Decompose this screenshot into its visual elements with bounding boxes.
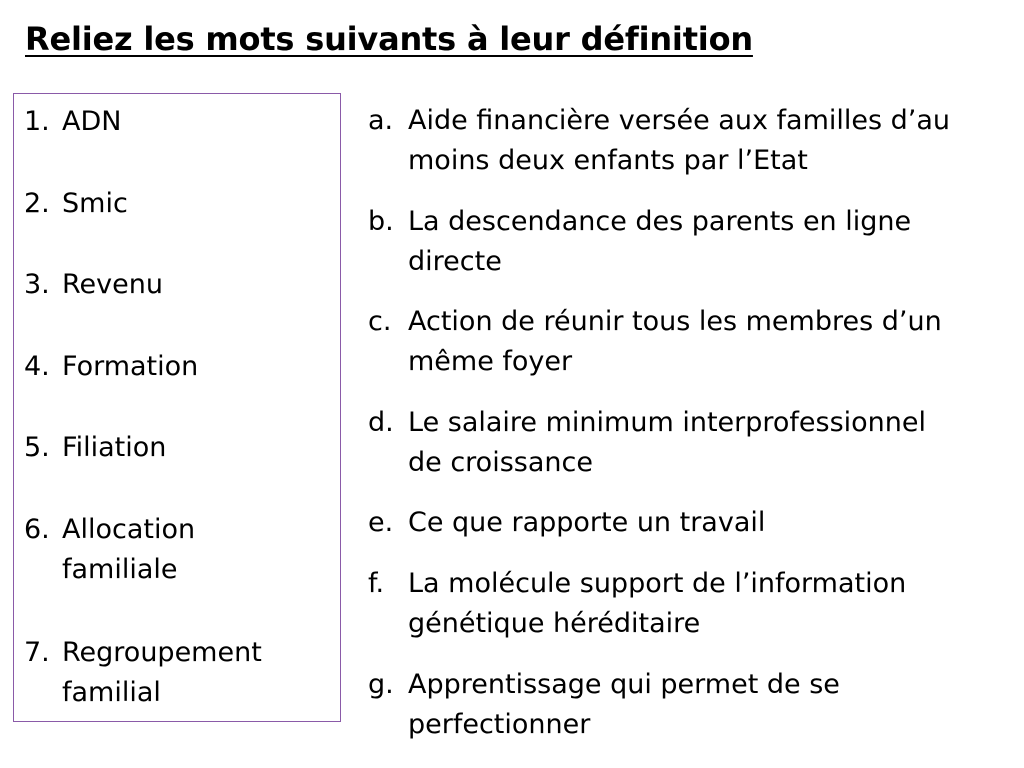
word-text: Smic xyxy=(62,188,128,219)
word-text: ADN xyxy=(62,106,122,137)
definition-item-e xyxy=(368,503,1008,543)
word-text: Regroupement familial xyxy=(62,637,262,708)
definition-item-a xyxy=(368,101,988,181)
definition-letter: f. xyxy=(368,568,385,599)
word-number: 4. xyxy=(24,351,50,382)
word-number: 3. xyxy=(24,269,50,300)
definition-item-d xyxy=(368,403,948,483)
definition-item-g xyxy=(368,665,948,745)
definition-letter: c. xyxy=(368,306,392,337)
word-number: 7. xyxy=(24,637,50,668)
page-title: Reliez les mots suivants à leur définition xyxy=(25,20,753,58)
word-item-7 xyxy=(24,633,302,713)
word-text: Formation xyxy=(62,351,199,382)
word-item-4 xyxy=(24,347,312,387)
words-box xyxy=(13,93,341,722)
word-item-6 xyxy=(24,510,262,590)
word-number: 5. xyxy=(24,432,50,463)
definition-item-b xyxy=(368,202,998,282)
word-item-1 xyxy=(24,102,312,142)
definition-text: Le salaire minimum interprofessionnel de croissance xyxy=(408,407,927,478)
word-item-2 xyxy=(24,184,312,224)
definition-letter: b. xyxy=(368,206,394,237)
word-number: 2. xyxy=(24,188,50,219)
word-text: Filiation xyxy=(62,432,167,463)
word-number: 1. xyxy=(24,106,50,137)
definition-item-f xyxy=(368,564,998,644)
definition-text: La descendance des parents en ligne directe xyxy=(408,206,912,277)
word-number: 6. xyxy=(24,514,50,545)
definition-text: Aide financière versée aux familles d’au moins deux enfants par l’Etat xyxy=(408,105,951,176)
definition-text: Ce que rapporte un travail xyxy=(408,507,766,538)
definition-text: Action de réunir tous les membres d’un même foyer xyxy=(408,306,942,377)
definition-letter: a. xyxy=(368,105,394,136)
definition-text: La molécule support de l’information génétique héréditaire xyxy=(408,568,907,639)
definition-letter: d. xyxy=(368,407,394,438)
definition-text: Apprentissage qui permet de se perfectionner xyxy=(408,669,840,740)
definition-letter: g. xyxy=(368,669,394,700)
definition-item-c xyxy=(368,302,968,382)
word-text: Allocation familiale xyxy=(62,514,196,585)
definition-letter: e. xyxy=(368,507,394,538)
word-item-5 xyxy=(24,428,312,468)
word-item-3 xyxy=(24,265,312,305)
word-text: Revenu xyxy=(62,269,163,300)
